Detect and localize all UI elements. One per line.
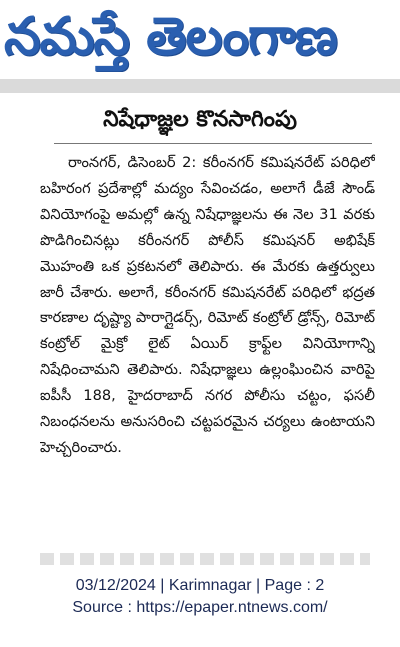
edition-info: 03/12/2024 | Karimnagar | Page : 2 (75, 577, 325, 594)
article-body (40, 150, 375, 550)
article-paragraph: రాంనగర్, డిసెంబర్ 2: కరీంనగర్ కమిషనరేట్ పరిధిలో బహిరంగ ప్రదేశాల్లో మద్యం సేవించడం, అలాగే డీజే సౌండ్ వినియోగంపై అమల్లో ఉన్న నిషేధాజ్ఞలను ఈ నెల 31 వరకు పొడిగించినట్లు కరీంనగర్ పోలీస్ కమిషనర్ అభిషేక్ మొహంతి ఒక ప్రకటనలో తెలిపారు. ఈ మేరకు ఉత్తర్వులు జారీ చేశారు. అలాగే, కరీంనగర్ కమిషనరేట్ పరిధిలో భద్రత కారణాల దృష్ట్యా పారాగ్లైడర్స్, రిమోట్ కంట్రోల్ డ్రోన్స్, రిమోట్ కంట్రోల్ మైక్రో లైట్ ఏయిర్ క్రాఫ్ట్‌ల వినియోగాన్ని నిషేధించామని తెలిపారు. నిషేధాజ్ఞలు ఉల్లంఘించిన వారిపై ఐపీసీ 188, హైదరాబాద్ నగర పోలీసు చట్టం, ఫసలీ నిబంధనలను అనుసరించి చట్టపరమైన చర్యలు ఉంటాయని హెచ్చరించారు. (40, 154, 375, 456)
article-headline: నిషేధాజ్ఞల కొనసాగింపు (103, 107, 297, 132)
masthead-title: నమస్తే తెలంగాణ (4, 6, 337, 67)
newspaper-masthead (0, 0, 400, 78)
cropped-text-remnant (40, 553, 370, 565)
source-footer (0, 575, 400, 635)
masthead-divider (0, 79, 400, 93)
source-link: Source : https://epaper.ntnews.com/ (72, 599, 328, 616)
headline-underline (54, 143, 372, 144)
